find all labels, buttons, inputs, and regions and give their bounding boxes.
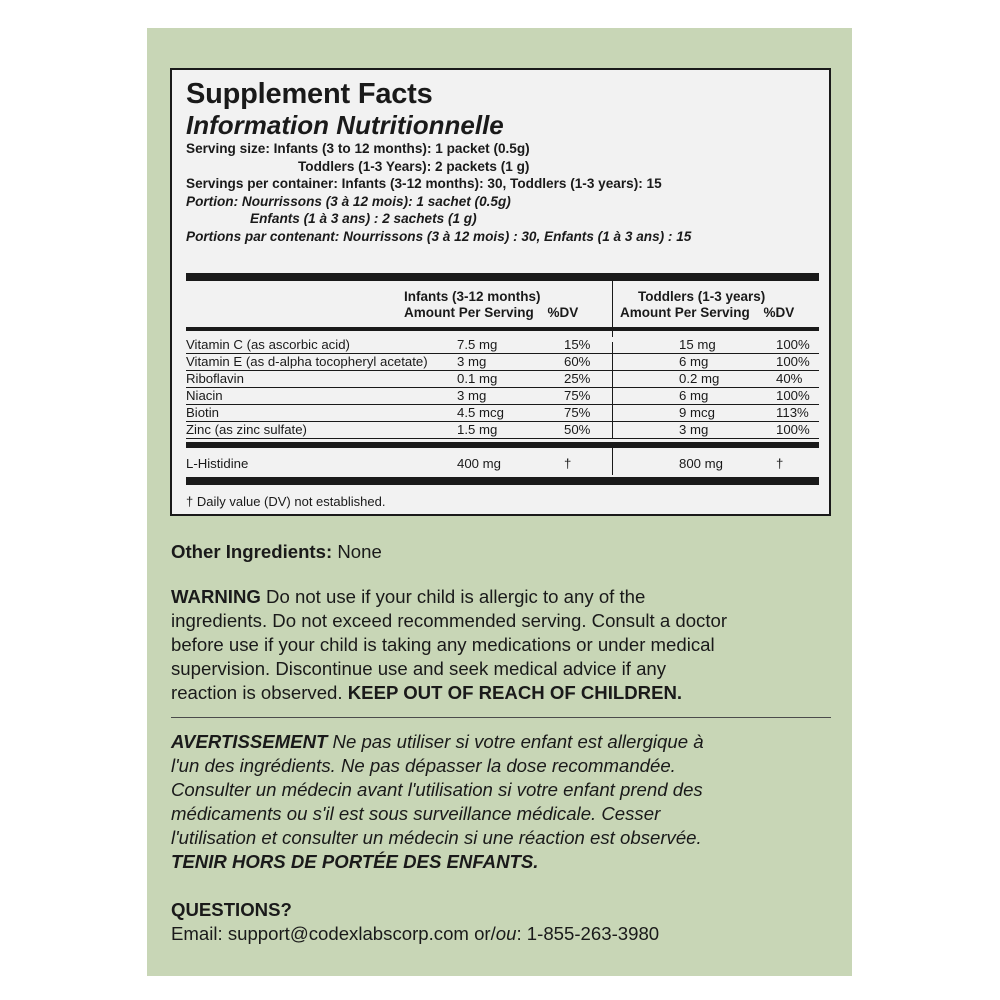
nutrient-row bbox=[186, 371, 819, 388]
medium-divider bbox=[186, 442, 819, 448]
amount-label: Amount Per Serving bbox=[404, 305, 534, 320]
facts-title-fr: Information Nutritionnelle bbox=[186, 110, 504, 140]
infant-dv: 50% bbox=[564, 422, 591, 437]
tenir-text: TENIR HORS DE PORTÉE DES ENFANTS. bbox=[171, 851, 539, 872]
warning-label: WARNING bbox=[171, 586, 261, 607]
avertissement-label: AVERTISSEMENT bbox=[171, 731, 328, 752]
toddlers-header bbox=[638, 289, 765, 305]
dv-label: %DV bbox=[547, 305, 579, 320]
nutrient-row bbox=[186, 337, 819, 354]
infant-amount: 4.5 mcg bbox=[457, 405, 504, 420]
infant-amount: 3 mg bbox=[457, 388, 487, 403]
nutrient-row bbox=[186, 388, 819, 405]
thick-divider bbox=[186, 477, 819, 485]
infant-amount: 1.5 mg bbox=[457, 422, 498, 437]
infant-amount: 3 mg bbox=[457, 354, 487, 369]
toddler-dv: 100% bbox=[776, 354, 810, 369]
infant-dv: 75% bbox=[564, 405, 591, 420]
toddlers-col-label: Toddlers (1-3 years) bbox=[638, 289, 766, 304]
infant-dv: 60% bbox=[564, 354, 591, 369]
infants-subheader bbox=[404, 305, 578, 321]
avertissement-line: Consulter un médecin avant l'utilisation si votre enfant prend des bbox=[171, 779, 703, 800]
infant-amount: 0.1 mg bbox=[457, 371, 498, 386]
toddler-dv: 100% bbox=[776, 422, 810, 437]
other-ingredients-value: None bbox=[332, 541, 382, 562]
dv-footnote: † Daily value (DV) not established. bbox=[186, 494, 386, 509]
infant-dv: 25% bbox=[564, 371, 591, 386]
keep-out-text: KEEP OUT OF REACH OF CHILDREN. bbox=[347, 682, 683, 703]
warning-line: reaction is observed. bbox=[171, 682, 348, 703]
warning-fr bbox=[171, 730, 841, 874]
servings-per-container: Servings per container: Infants (3-12 months): 30, Toddlers (1-3 years): 15 bbox=[186, 176, 662, 191]
infant-dv: † bbox=[564, 456, 572, 471]
nutrient-name: Vitamin E (as d-alpha tocopheryl acetate) bbox=[186, 354, 428, 369]
avertissement-line: médicaments ou s'il est sous surveillance médicale. Cesser bbox=[171, 803, 661, 824]
infant-amount: 400 mg bbox=[457, 456, 501, 471]
toddler-dv: 113% bbox=[776, 405, 809, 420]
warning-line: before use if your child is taking any medications or under medical bbox=[171, 634, 715, 655]
email-text: Email: support@codexlabscorp.com or/ bbox=[171, 923, 496, 944]
toddler-amount: 6 mg bbox=[679, 354, 709, 369]
questions-label: QUESTIONS? bbox=[171, 899, 292, 920]
serving-size: Serving size: Infants (3 to 12 months): 1 packet (0.5g) bbox=[186, 141, 530, 156]
questions bbox=[171, 898, 841, 946]
nutrient-name: L-Histidine bbox=[186, 456, 249, 471]
toddler-dv: † bbox=[776, 456, 784, 471]
toddler-amount: 9 mcg bbox=[679, 405, 715, 420]
infant-dv: 15% bbox=[564, 337, 591, 352]
portion-fr: Portion: Nourrissons (3 à 12 mois): 1 sachet (0.5g) bbox=[186, 193, 511, 209]
phone-text: : 1-855-263-3980 bbox=[516, 923, 660, 944]
section-divider bbox=[171, 717, 831, 718]
nutrient-row bbox=[186, 354, 819, 371]
dv-label: %DV bbox=[763, 305, 795, 320]
warning-line: ingredients. Do not exceed recommended serving. Consult a doctor bbox=[171, 610, 728, 631]
supplement-facts-panel bbox=[170, 68, 831, 516]
nutrient-name: Vitamin C (as ascorbic acid) bbox=[186, 337, 350, 352]
infant-amount: 7.5 mg bbox=[457, 337, 498, 352]
other-ingredients bbox=[171, 540, 841, 564]
avertissement-line: Ne pas utiliser si votre enfant est allergique à bbox=[327, 731, 704, 752]
toddler-amount: 15 mg bbox=[679, 337, 716, 352]
toddler-amount: 0.2 mg bbox=[679, 371, 720, 386]
medium-divider bbox=[186, 327, 819, 331]
portions-par-contenant: Portions par contenant: Nourrissons (3 à 12 mois) : 30, Enfants (1 à 3 ans) : 15 bbox=[186, 228, 692, 244]
infant-dv: 75% bbox=[564, 388, 591, 403]
toddler-amount: 6 mg bbox=[679, 388, 709, 403]
infants-header bbox=[404, 289, 541, 305]
nutrient-name: Riboflavin bbox=[186, 371, 244, 386]
toddler-dv: 40% bbox=[776, 371, 803, 386]
toddler-dv: 100% bbox=[776, 388, 810, 403]
facts-title: Supplement Facts bbox=[186, 78, 433, 110]
toddler-amount: 800 mg bbox=[679, 456, 723, 471]
toddlers-subheader bbox=[620, 305, 794, 321]
avertissement-line: l'utilisation et consulter un médecin si une réaction est observée. bbox=[171, 827, 702, 848]
infants-col-label: Infants (3-12 months) bbox=[404, 289, 541, 304]
histidine-row bbox=[186, 456, 819, 472]
nutrient-name: Zinc (as zinc sulfate) bbox=[186, 422, 307, 437]
warning-line: supervision. Discontinue use and seek medical advice if any bbox=[171, 658, 667, 679]
nutrient-row bbox=[186, 422, 819, 439]
toddler-amount: 3 mg bbox=[679, 422, 709, 437]
warning-line: Do not use if your child is allergic to any of the bbox=[260, 586, 646, 607]
warning-en bbox=[171, 585, 841, 705]
other-ingredients-label: Other Ingredients: bbox=[171, 541, 333, 562]
serving-size-toddlers: Toddlers (1-3 Years): 2 packets (1 g) bbox=[298, 158, 530, 174]
toddler-dv: 100% bbox=[776, 337, 810, 352]
nutrient-name: Biotin bbox=[186, 405, 219, 420]
ou-text: ou bbox=[495, 923, 517, 944]
nutrient-row bbox=[186, 405, 819, 422]
thick-divider bbox=[186, 273, 819, 281]
nutrient-name: Niacin bbox=[186, 388, 223, 403]
amount-label: Amount Per Serving bbox=[620, 305, 750, 320]
portion-fr-enfants: Enfants (1 à 3 ans) : 2 sachets (1 g) bbox=[250, 211, 477, 226]
avertissement-line: l'un des ingrédients. Ne pas dépasser la dose recommandée. bbox=[171, 755, 676, 776]
